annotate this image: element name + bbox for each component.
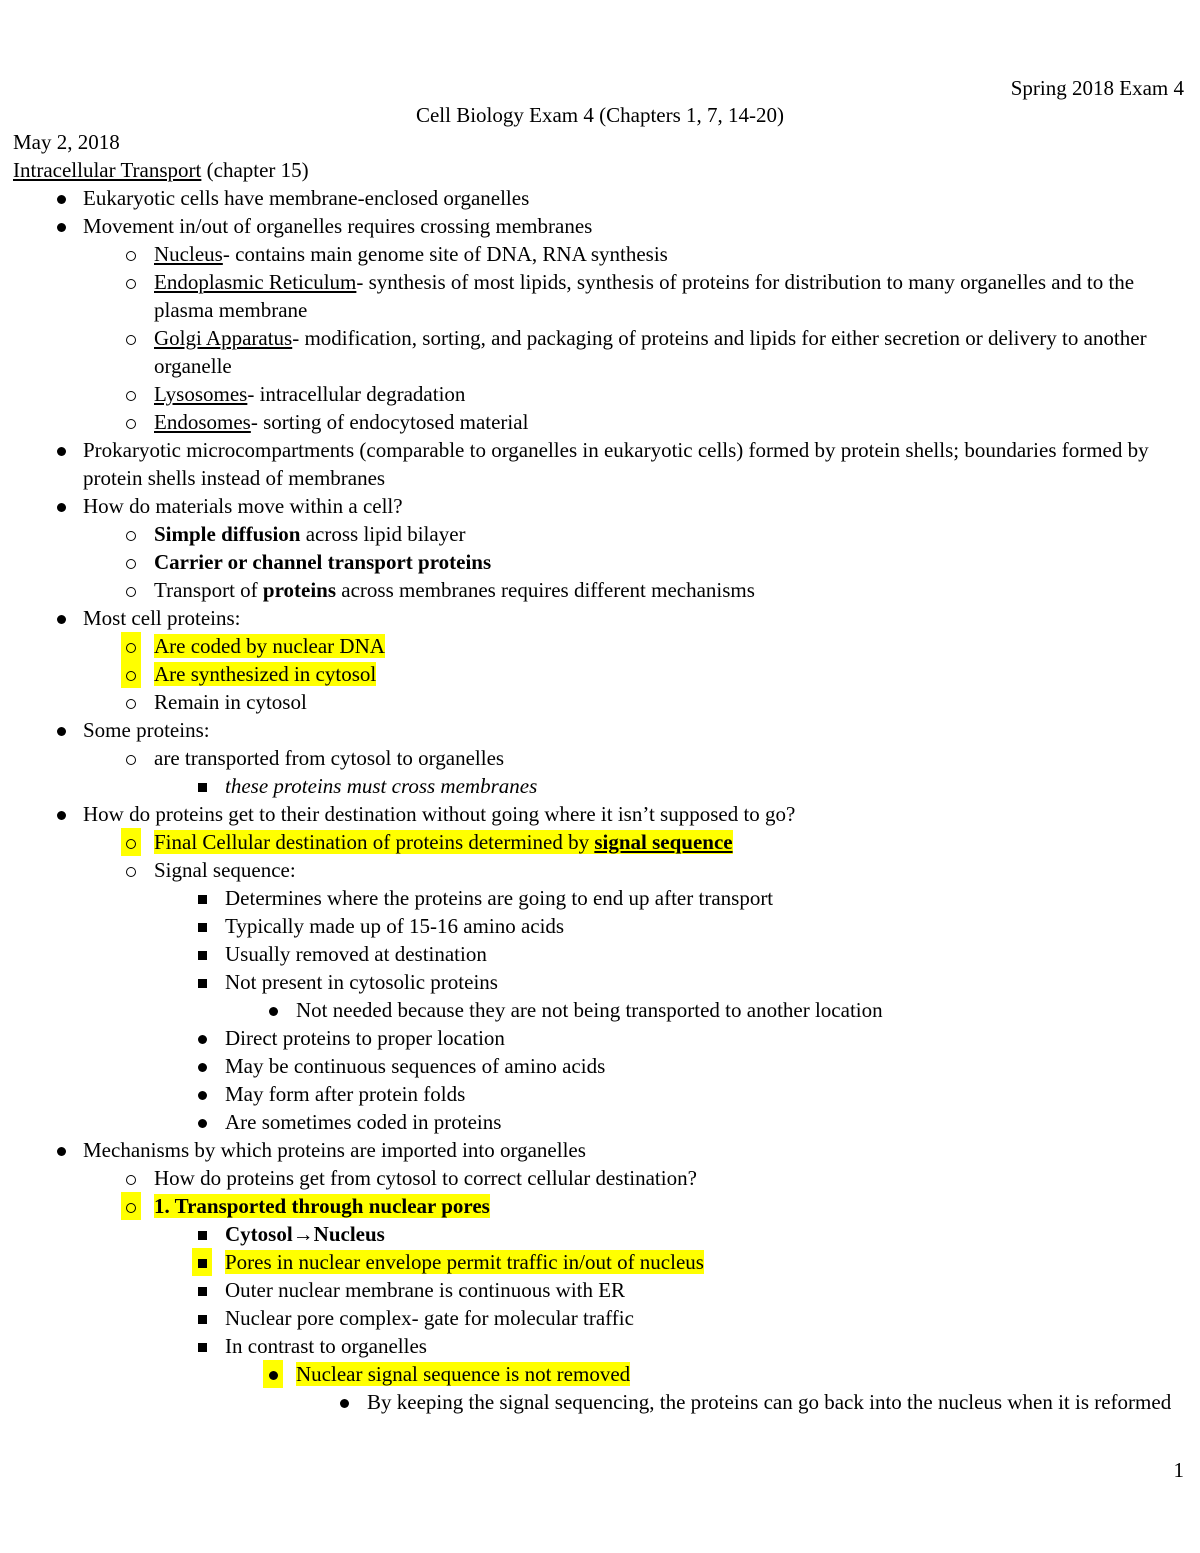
circle-bullet-icon — [121, 856, 141, 884]
section-heading — [13, 156, 1183, 184]
list-item: Usually removed at destination — [13, 940, 1183, 968]
list-item: Nuclear signal sequence is not removed — [13, 1360, 1183, 1388]
list-item: Some proteins: — [13, 716, 1183, 744]
square-bullet-icon — [192, 1220, 212, 1248]
circle-bullet-icon — [121, 660, 141, 688]
bullet-icon — [51, 436, 71, 464]
bullet-icon — [51, 800, 71, 828]
circle-bullet-icon — [121, 1164, 141, 1192]
list-item: Nuclear pore complex- gate for molecular traffic — [13, 1304, 1183, 1332]
list-item: In contrast to organelles — [13, 1332, 1183, 1360]
list-item: Are coded by nuclear DNA — [13, 632, 1183, 660]
list-item: Direct proteins to proper location — [13, 1024, 1183, 1052]
header-exam-label: Spring 2018 Exam 4 — [1010, 76, 1184, 100]
list-item: Not needed because they are not being transported to another location — [13, 996, 1183, 1024]
notes-list — [13, 184, 1183, 1416]
square-bullet-icon — [192, 1276, 212, 1304]
list-item: Determines where the proteins are going to end up after transport — [13, 884, 1183, 912]
bullet-icon — [51, 492, 71, 520]
square-bullet-icon — [192, 968, 212, 996]
list-item: Nucleus- contains main genome site of DNA, RNA synthesis — [13, 240, 1183, 268]
list-item: Mechanisms by which proteins are imported into organelles — [13, 1136, 1183, 1164]
list-item: Endoplasmic Reticulum- synthesis of most lipids, synthesis of proteins for distribution to many organelles and to the plasma membrane — [13, 268, 1183, 324]
circle-bullet-icon — [121, 576, 141, 604]
list-item: Are synthesized in cytosol — [13, 660, 1183, 688]
list-item: Endosomes- sorting of endocytosed material — [13, 408, 1183, 436]
list-item: these proteins must cross membranes — [13, 772, 1183, 800]
bullet-icon — [51, 184, 71, 212]
list-item: How do proteins get to their destination without going where it isn’t supposed to go? — [13, 800, 1183, 828]
circle-bullet-icon — [121, 240, 141, 268]
list-item: May be continuous sequences of amino acids — [13, 1052, 1183, 1080]
list-item: By keeping the signal sequencing, the proteins can go back into the nucleus when it is reformed — [13, 1388, 1183, 1416]
bullet-icon — [51, 212, 71, 240]
list-item: Outer nuclear membrane is continuous with ER — [13, 1276, 1183, 1304]
square-bullet-icon — [192, 1304, 212, 1332]
bullet-icon — [51, 604, 71, 632]
date-line: May 2, 2018 — [13, 130, 120, 154]
list-item: 1. Transported through nuclear pores — [13, 1192, 1183, 1220]
circle-bullet-icon — [121, 548, 141, 576]
bullet-icon — [51, 1136, 71, 1164]
bullet-icon — [263, 996, 283, 1024]
list-item: May form after protein folds — [13, 1080, 1183, 1108]
circle-bullet-icon — [121, 744, 141, 772]
square-bullet-icon — [192, 772, 212, 800]
list-item: Most cell proteins: — [13, 604, 1183, 632]
list-item: Movement in/out of organelles requires crossing membranes — [13, 212, 1183, 240]
list-item: Prokaryotic microcompartments (comparable to organelles in eukaryotic cells) formed by protein shells; boundaries formed by protein shells instead of membranes — [13, 436, 1183, 492]
list-item: Golgi Apparatus- modification, sorting, and packaging of proteins and lipids for either secretion or delivery to another organelle — [13, 324, 1183, 380]
section-subtitle: (chapter 15) — [201, 158, 309, 182]
square-bullet-icon — [192, 1248, 212, 1276]
document-title: Cell Biology Exam 4 (Chapters 1, 7, 14-20) — [415, 103, 785, 127]
list-item: Signal sequence: — [13, 856, 1183, 884]
circle-bullet-icon — [121, 380, 141, 408]
bullet-icon — [192, 1108, 212, 1136]
circle-bullet-icon — [121, 408, 141, 436]
bullet-icon — [192, 1080, 212, 1108]
page-number: 1 — [1173, 1458, 1184, 1482]
list-item: Typically made up of 15-16 amino acids — [13, 912, 1183, 940]
list-item: Transport of proteins across membranes requires different mechanisms — [13, 576, 1183, 604]
bullet-icon — [192, 1052, 212, 1080]
list-item: are transported from cytosol to organelles — [13, 744, 1183, 772]
list-item: Final Cellular destination of proteins determined by signal sequence — [13, 828, 1183, 856]
list-item: How do materials move within a cell? — [13, 492, 1183, 520]
square-bullet-icon — [192, 912, 212, 940]
square-bullet-icon — [192, 1332, 212, 1360]
document-body — [13, 128, 1183, 1416]
list-item: Eukaryotic cells have membrane-enclosed organelles — [13, 184, 1183, 212]
bullet-icon — [51, 716, 71, 744]
circle-bullet-icon — [121, 520, 141, 548]
list-item: Cytosol→Nucleus — [13, 1220, 1183, 1248]
list-item: Lysosomes- intracellular degradation — [13, 380, 1183, 408]
bullet-icon — [263, 1360, 283, 1388]
square-bullet-icon — [192, 940, 212, 968]
bullet-icon — [334, 1388, 354, 1416]
circle-bullet-icon — [121, 632, 141, 660]
list-item: Remain in cytosol — [13, 688, 1183, 716]
bullet-icon — [192, 1024, 212, 1052]
list-item: How do proteins get from cytosol to correct cellular destination? — [13, 1164, 1183, 1192]
list-item: Not present in cytosolic proteins — [13, 968, 1183, 996]
circle-bullet-icon — [121, 324, 141, 352]
circle-bullet-icon — [121, 268, 141, 296]
circle-bullet-icon — [121, 828, 141, 856]
list-item: Pores in nuclear envelope permit traffic in/out of nucleus — [13, 1248, 1183, 1276]
list-item: Simple diffusion across lipid bilayer — [13, 520, 1183, 548]
section-title: Intracellular Transport — [13, 158, 202, 182]
square-bullet-icon — [192, 884, 212, 912]
circle-bullet-icon — [121, 688, 141, 716]
circle-bullet-icon — [121, 1192, 141, 1220]
list-item: Carrier or channel transport proteins — [13, 548, 1183, 576]
list-item: Are sometimes coded in proteins — [13, 1108, 1183, 1136]
